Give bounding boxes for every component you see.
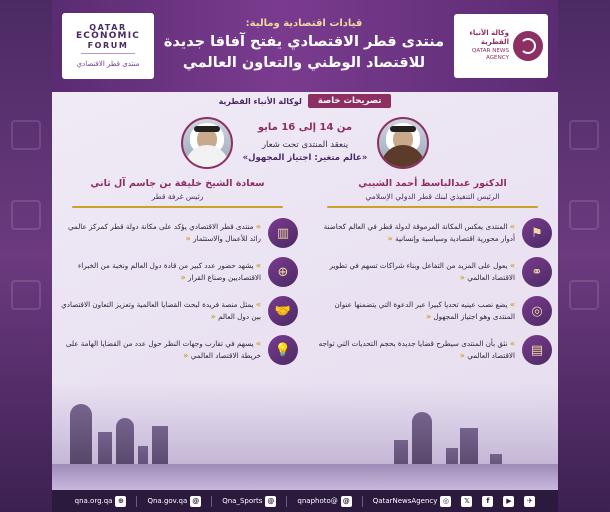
quote-columns — [58, 218, 552, 392]
speaker-divider — [327, 206, 537, 208]
quote-text: يشهد حضور عدد كبير من قادة دول العالم ونخبة من الخبراء الاقتصاديين وصناع القرار — [77, 260, 261, 282]
network-nodes-icon: ⚭ — [522, 257, 552, 287]
quote-item: ⚑ » المنتدى يعكس المكانة المرموقة لدولة قطر في العالم كحاضنة أدوار محورية اقتصادية وسياسية وإنسانية « — [312, 218, 552, 248]
quote-item: 🤝 » يمثل منصة فريدة لبحث القضايا العالمية وتعزيز التعاون الاقتصادي بين دول العالم « — [58, 296, 298, 326]
footer-divider — [362, 496, 363, 507]
social-handle-label: @qnaphoto — [297, 497, 338, 505]
qna-logo-english: QATAR NEWS AGENCY — [471, 47, 509, 62]
quote-column-left — [312, 218, 552, 392]
qna-mark-icon — [513, 31, 543, 61]
city-buildings-icon: ▤ — [522, 335, 552, 365]
quote-text: نثق بأن المنتدى سيطرح قضايا جديدة بحجم التحديات التي تواجه الاقتصاد العالمي — [318, 338, 515, 360]
left-decorative-bar — [0, 0, 52, 512]
footer-divider — [211, 496, 212, 507]
social-handle-label: QatarNewsAgency — [372, 497, 438, 505]
at-icon[interactable]: @ — [192, 497, 200, 505]
social-handle[interactable] — [482, 496, 493, 507]
telegram-icon[interactable]: ✈ — [524, 496, 535, 507]
speaker-portrait-left — [377, 117, 429, 169]
quote-text: يمثل منصة فريدة لبحث القضايا العالمية وتعزيز التعاون الاقتصادي بين دول العالم — [61, 299, 261, 321]
quote-text: يعول على المزيد من التفاعل وبناء شراكات تسهم في تطوير الاقتصاد العالمي — [329, 260, 515, 282]
at-icon[interactable]: @ — [267, 497, 275, 505]
quote-text: منتدى قطر الاقتصادي يؤكد على مكانة دولة قطر كمركز عالمي رائد للأعمال والاستثمار — [67, 221, 261, 243]
social-handle[interactable] — [75, 496, 127, 507]
header-title-block — [154, 18, 454, 74]
qef-logo-line2: ECONOMIC — [75, 31, 141, 42]
social-handle[interactable] — [147, 496, 201, 507]
target-goal-icon: ◎ — [522, 296, 552, 326]
x-twitter-icon[interactable]: 𝕏 — [461, 496, 472, 507]
at-icon[interactable]: @ — [342, 497, 350, 505]
instagram-icon[interactable]: ◎ — [440, 496, 451, 507]
event-dates: من 14 إلى 16 مايو — [257, 121, 353, 133]
event-info-band — [52, 112, 558, 174]
lightbulb-idea-icon: 💡 — [268, 335, 298, 365]
footer-divider — [136, 496, 137, 507]
poster-header — [52, 0, 558, 92]
quote-text: يضع نصب عينيه تحديا كبيرا عبر الدعوة التي يتضمنها عنوان المنتدى وهو اجتياز المجهول — [334, 299, 515, 321]
header-kicker: قيادات اقتصادية ومالية: — [245, 17, 363, 29]
qef-logo-line1: QATAR — [89, 22, 127, 32]
event-slogan: «عالم متغير: اجتياز المجهول» — [242, 152, 368, 163]
event-slogan-prefix: ينعقد المنتدى تحت شعار — [261, 139, 349, 150]
qef-logo-arabic: منتدى قطر الاقتصادي — [76, 59, 140, 68]
footer-divider — [286, 496, 287, 507]
right-decorative-bar — [558, 0, 610, 512]
social-footer — [52, 490, 558, 512]
social-handle-label: qna.org.qa — [74, 497, 113, 505]
social-handle[interactable] — [297, 496, 351, 507]
quote-item: 💡 » يسهم في تقارب وجهات النظر حول عدد من القضايا الهامة على خريطة الاقتصاد العالمي « — [58, 335, 298, 365]
speaker-card-right — [58, 178, 297, 214]
social-handle-label: Qna_Sports — [222, 497, 263, 505]
social-handle[interactable] — [524, 496, 535, 507]
globe-people-icon: ⊕ — [268, 257, 298, 287]
social-handle[interactable] — [222, 496, 276, 507]
flag-milestone-icon: ⚑ — [522, 218, 552, 248]
quote-item: ⚭ » يعول على المزيد من التفاعل وبناء شراكات تسهم في تطوير الاقتصاد العالمي « — [312, 257, 552, 287]
speaker-name: الدكتور عبدالباسط أحمد الشيبي — [358, 178, 507, 189]
qef-logo-divider — [81, 53, 135, 54]
speaker-portrait-right — [181, 117, 233, 169]
globe-icon[interactable]: ⊕ — [115, 496, 126, 507]
quote-item: ▤ » نثق بأن المنتدى سيطرح قضايا جديدة بحجم التحديات التي تواجه الاقتصاد العالمي « — [312, 335, 552, 365]
ribbon-note: لوكالة الأنباء القطرية — [218, 96, 302, 106]
quote-text: المنتدى يعكس المكانة المرموقة لدولة قطر في العالم كحاضنة أدوار محورية اقتصادية وسياسية وإنسانية — [323, 221, 515, 243]
quote-text: يسهم في تقارب وجهات النظر حول عدد من القضايا الهامة على خريطة الاقتصاد العالمي — [65, 338, 261, 360]
social-handle[interactable] — [373, 496, 452, 507]
quote-column-right — [58, 218, 298, 392]
quote-item: ▥ » منتدى قطر الاقتصادي يؤكد على مكانة دولة قطر كمركز عالمي رائد للأعمال والاستثمار « — [58, 218, 298, 248]
handshake-icon: 🤝 — [268, 296, 298, 326]
social-handle[interactable] — [503, 496, 514, 507]
doha-skyline-illustration — [52, 382, 558, 490]
qef-logo-line3: FORUM — [87, 40, 129, 50]
status-badge: تصريحات خاصة — [308, 94, 392, 108]
quote-item: ◎ » يضع نصب عينيه تحديا كبيرا عبر الدعوة التي يتضمنها عنوان المنتدى وهو اجتياز المجهول « — [312, 296, 552, 326]
event-center-block — [243, 122, 368, 165]
exclusive-statements-ribbon-row — [52, 92, 558, 110]
speaker-role: الرئيس التنفيذي لبنك قطر الدولي الإسلامي — [365, 192, 500, 201]
social-handle-label: Qna.gov.qa — [147, 497, 188, 505]
social-handle[interactable] — [461, 496, 472, 507]
qna-logo-arabic: وكالة الأنباء القطرية — [469, 29, 509, 47]
speaker-divider — [72, 206, 282, 208]
facebook-icon[interactable]: f — [482, 496, 493, 507]
speaker-card-left — [313, 178, 552, 214]
youtube-icon[interactable]: ▶ — [503, 496, 514, 507]
speaker-header-row — [58, 178, 552, 214]
speaker-role: رئيس غرفة قطر — [151, 192, 204, 201]
quote-item: ⊕ » يشهد حضور عدد كبير من قادة دول العالم ونخبة من الخبراء الاقتصاديين وصناع القرار « — [58, 257, 298, 287]
page-title: منتدى قطر الاقتصادي يفتح آفاقا جديدة للاقتصاد الوطني والتعاون العالمي — [163, 33, 445, 71]
chart-growth-icon: ▥ — [268, 218, 298, 248]
qna-logo — [454, 14, 548, 78]
speaker-name: سعادة الشيخ خليفة بن جاسم آل ثاني — [90, 178, 265, 189]
qef-logo — [62, 13, 154, 79]
